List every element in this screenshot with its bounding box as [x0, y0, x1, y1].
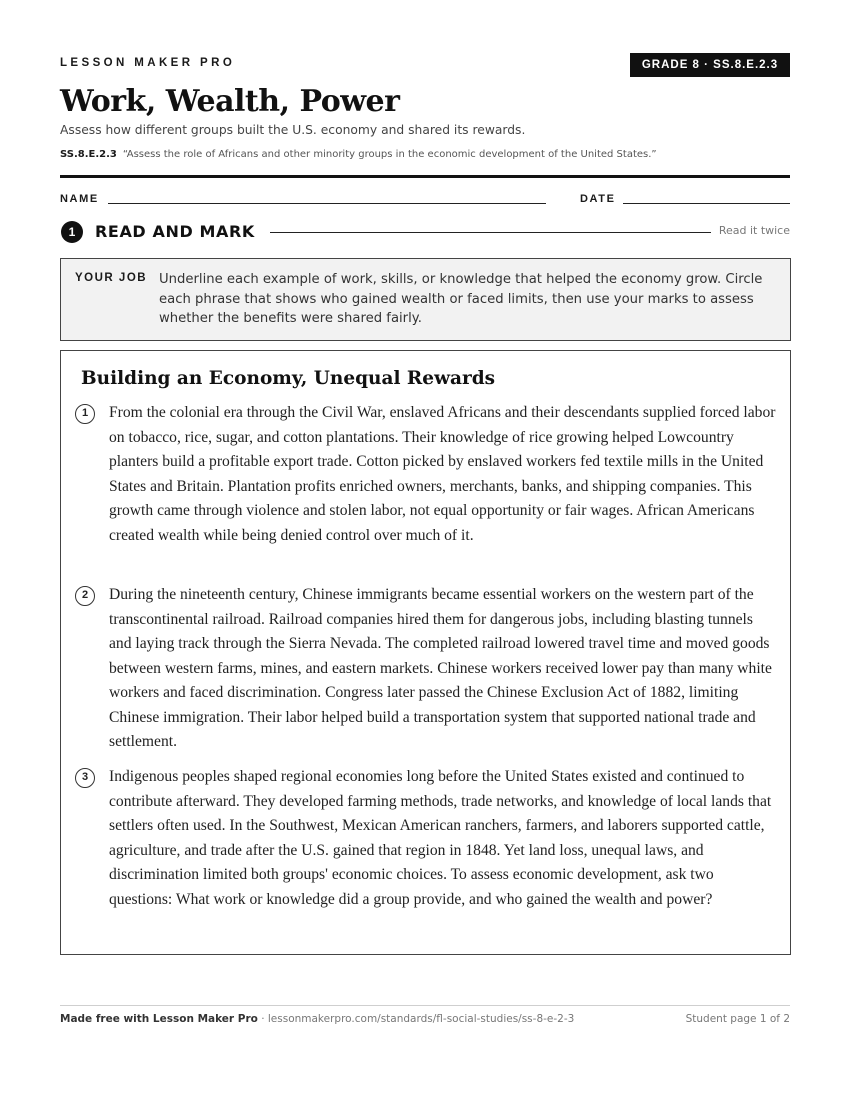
instructions-box [60, 258, 791, 341]
paragraph-number: 3 [75, 768, 95, 788]
header-divider [60, 175, 790, 178]
section-title: READ AND MARK [95, 222, 255, 241]
section-number: 1 [61, 221, 83, 243]
section-note: Read it twice [718, 224, 790, 237]
reading-passage [60, 350, 791, 955]
standard-line [60, 149, 657, 160]
name-label: NAME [60, 193, 99, 205]
instructions-text: Underline each example of work, skills, or knowledge that helped the economy grow. Circle each phrase that shows who gained wealth or faced limits, then use your marks to assess whether the benefits were shared fairly. [159, 272, 763, 326]
page-number: Student page 1 of 2 [685, 1013, 790, 1025]
paragraph-text: Indigenous peoples shaped regional economies long before the United States existed and continued to contribute afterward. They developed farming methods, trade networks, and knowledge of local lands that settlers often used. In the Southwest, Mexican American ranchers, farmers, and laborers supported cattle, agriculture, and trade after the U.S. gained that region in 1848. Yet land loss, unequal laws, and discrimination limited both groups' economic choices. To assess economic development, ask two questions: What work or knowledge did a group provide, and who gained the wealth and power? [109, 768, 772, 908]
standard-code: SS.8.E.2.3 [60, 149, 117, 160]
reading-title: Building an Economy, Unequal Rewards [81, 368, 496, 389]
date-label: DATE [580, 193, 616, 205]
footer-url[interactable]: lessonmakerpro.com/standards/fl-social-studies/ss-8-e-2-3 [267, 1013, 575, 1025]
date-field[interactable] [623, 203, 790, 204]
page-title: Work, Wealth, Power [60, 84, 400, 119]
footer-credit [60, 1013, 574, 1025]
grade-badge: GRADE 8 · SS.8.E.2.3 [630, 53, 790, 77]
name-field[interactable] [108, 203, 546, 204]
paragraph-text: From the colonial era through the Civil War, enslaved Africans and their descendants supplied forced labor on tobacco, rice, sugar, and cotton plantations. Their knowledge of rice growing helped Lowcountry planters build a profitable export trade. Cotton picked by enslaved workers fed textile mills in the United States and Britain. Plantation profits enriched owners, merchants, banks, and shipping companies. This growth came through violence and stolen labor, not equal opportunity or fair wages. African Americans created wealth while being denied control over much of it. [109, 404, 776, 544]
page-subtitle: Assess how different groups built the U.S. economy and shared its rewards. [60, 123, 526, 137]
instructions-label: YOUR JOB [75, 272, 148, 284]
standard-text: “Assess the role of Africans and other minority groups in the economic development of the United States.” [122, 149, 657, 160]
brand-name: LESSON MAKER PRO [60, 57, 236, 69]
footer-separator: · [257, 1013, 268, 1025]
paragraph-text: During the nineteenth century, Chinese immigrants became essential workers on the western part of the transcontinental railroad. Railroad companies hired them for dangerous jobs, including blasting tunnels and laying track through the Sierra Nevada. The completed railroad lowered travel time and moved goods between western farms, mines, and eastern markets. Chinese workers received lower pay than many white workers and faced discrimination. Congress later passed the Chinese Exclusion Act of 1882, limiting Chinese immigration. Their labor helped build a transportation system that supported national trade and settlement. [109, 586, 772, 750]
paragraph-number: 1 [75, 404, 95, 424]
section-divider [270, 232, 711, 233]
paragraph-number: 2 [75, 586, 95, 606]
footer-divider [60, 1005, 790, 1006]
footer-made-by: Made free with Lesson Maker Pro [60, 1013, 258, 1025]
